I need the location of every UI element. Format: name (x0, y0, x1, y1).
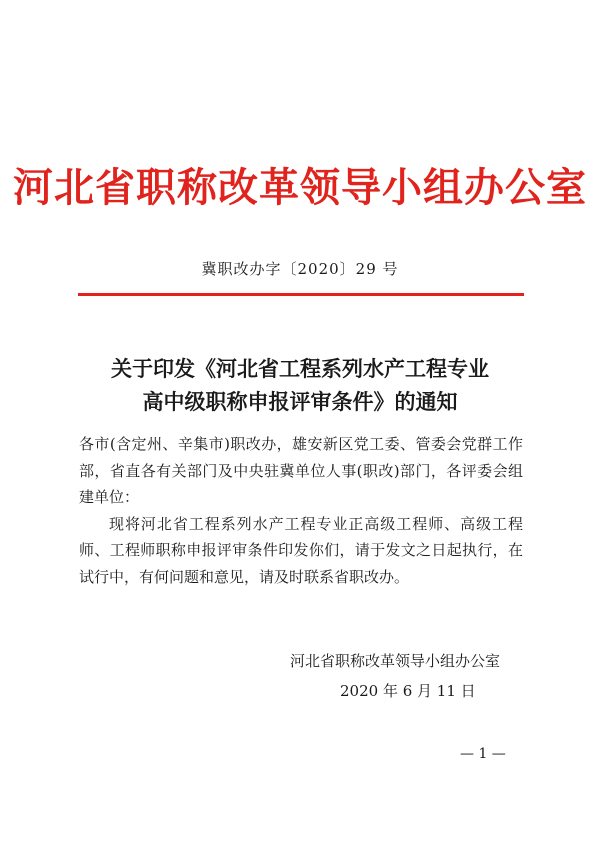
issuing-office-title: 河北省职称改革领导小组办公室 (13, 164, 587, 211)
red-separator-line (78, 293, 524, 296)
notice-title (0, 352, 600, 418)
addressees-paragraph: 各市(含定州、辛集市)职改办，雄安新区党工委、管委会党群工作部，省直各有关部门及中央驻冀单位人事(职改)部门，各评委会组建单位： (79, 435, 523, 506)
main-paragraph: 现将河北省工程系列水产工程专业正高级工程师、高级工程师、工程师职称申报评审条件印发你们，请于发文之日起执行，在试行中，有何问题和意见，请及时联系省职改办。 (79, 514, 523, 586)
signature-organization: 河北省职称改革领导小组办公室 (290, 652, 501, 670)
notice-title-line-1: 关于印发《河北省工程系列水产工程专业 (111, 356, 489, 381)
signature-date: 2020 年 6 月 11 日 (340, 682, 476, 700)
notice-title-line-2: 高中级职称申报评审条件》的通知 (142, 389, 458, 414)
page-number: — 1 — (460, 746, 506, 762)
document-number: 冀职改办字〔2020〕29 号 (201, 260, 399, 278)
notice-body (79, 431, 523, 590)
